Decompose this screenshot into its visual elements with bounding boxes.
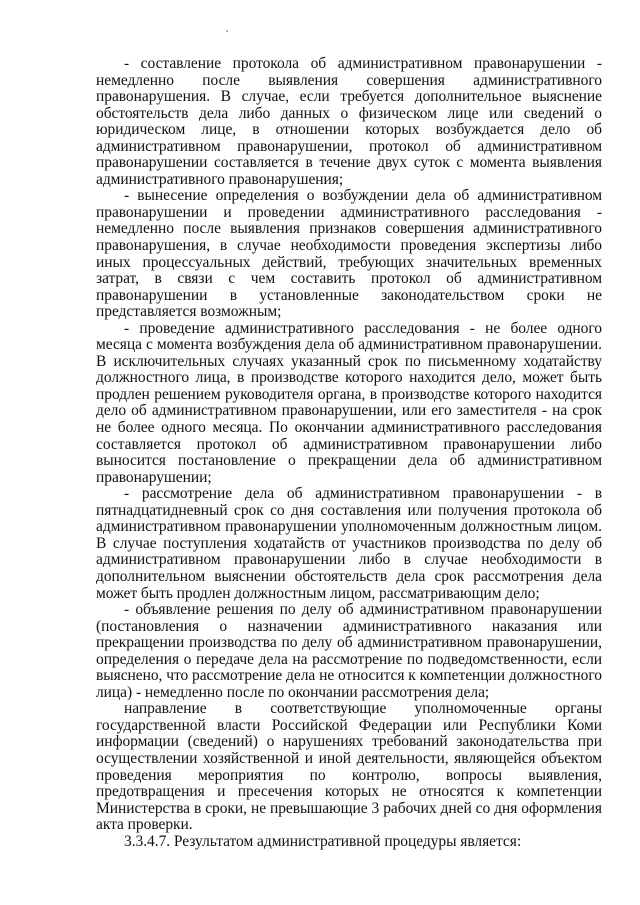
- paragraph-decision-announcement: - объявление решения по делу об административном правонарушении (постановления о назначении административного наказания или прекращении производства по делу об административном правонарушении, определения о передаче дела на рассмотрение по подведомственности, если выяснено, что рассмотрение дела не относится к компетенции должностного лица) - немедленно после по окончании рассмотрения дела;: [96, 601, 602, 701]
- paragraph-information-transfer: направление в соответствующие уполномоченные органы государственной власти Российской Федерации или Республики Коми информации (сведений) о нарушениях требований законодательства при осуществлении хозяйственной и иной деятельности, являющейся объектом проведения мероприятия по контролю, вопросы выявления, предотвращения и пресечения которых не относятся к компетенции Министерства в сроки, не превышающие 3 рабочих дней со дня оформления акта проверки.: [96, 700, 602, 834]
- paragraph-protocol-drafting: - составление протокола об административном правонарушении - немедленно после выявления совершения административного правонарушения. В случае, если требуется дополнительное выяснение обстоятельств дела либо данных о физическом лице или сведений о юридическом лице, в отношении которых возбуждается дело об административном правонарушении, протокол об административном правонарушении составляется в течение двух суток с момента выявления административного правонарушения;: [96, 55, 602, 188]
- paragraph-case-review: - рассмотрение дела об административном правонарушении - в пятнадцатидневный срок со дня составления или получения протокола об административном правонарушении уполномоченным должностным лицом. В случае поступления ходатайств от участников производства по делу об административном правонарушении либо в случае необходимости в дополнительном выяснении обстоятельств дела срок рассмотрения дела может быть продлен должностным лицом, рассматривающим дело;: [96, 485, 602, 602]
- document-page: [96, 56, 602, 850]
- paragraph-result-heading: 3.3.4.7. Результатом административной процедуры является:: [124, 832, 522, 850]
- paragraph-case-initiation: - вынесение определения о возбуждении дела об административном правонарушении и проведении административного расследования - немедленно после выявления признаков совершения административного правонарушения, в случае необходимости проведения экспертизы либо иных процессуальных действий, требующих значительных временных затрат, в связи с чем составить протокол об административном правонарушении в установленные законодательством сроки не представляется возможным;: [96, 187, 602, 321]
- paragraph-investigation: - проведение административного расследования - не более одного месяца с момента возбуждения дела об административном правонарушении. В исключительных случаях указанный срок по письменному ходатайству должностного лица, в производстве которого находится дело, может быть продлен решением руководителя органа, в производстве которого находится дело об административном правонарушении, или его заместителя - на срок не более одного месяца. По окончании административного расследования составляется протокол об административном правонарушении либо выносится постановление о прекращении дела об административном правонарушении;: [96, 319, 602, 486]
- scan-speck: [226, 30, 228, 32]
